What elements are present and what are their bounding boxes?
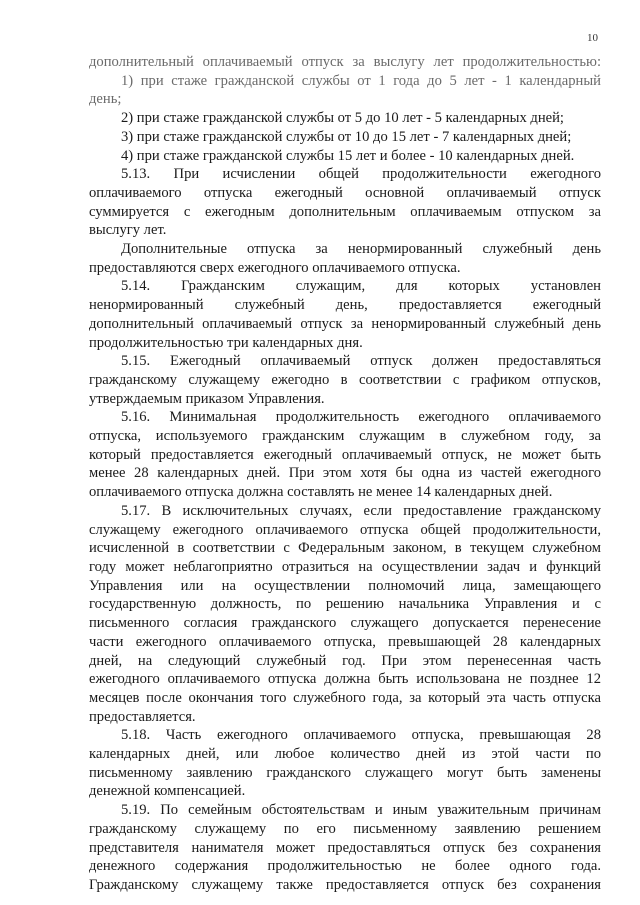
text-line: 1) при стаже гражданской службы от 1 года до 5 лет - 1 календарный [121,72,601,89]
text-line: денежного содержания продолжительностью не более одного года. [89,858,601,875]
text-line: 5.14. Гражданским служащим, для которых установлен [121,278,601,295]
text-line: Дополнительные отпуска за ненормированный служебный день [121,241,601,258]
text-line: 5.16. Минимальная продолжительность ежегодного оплачиваемого [121,409,601,426]
text-line: году может неблагоприятно отразиться на осуществлении задач и функций [89,558,601,575]
text-line: 3) при стаже гражданской службы от 10 до 15 лет - 7 календарных дней; [121,128,572,145]
text-line: суммируется с ежегодным дополнительным оплачиваемым отпуском за [89,203,601,220]
text-line: месяцев после окончания того служебного года, за который эта часть отпуска [89,689,601,706]
page-number: 10 [587,32,598,44]
text-line: дополнительный оплачиваемый отпуск за ненормированный служебный день [89,315,601,332]
text-line: день; [89,91,122,108]
text-line: 5.18. Часть ежегодного оплачиваемого отпуска, превышающая 28 [121,727,601,744]
text-line: отпуска, используемого гражданским служащим в служебном году, за [89,428,601,445]
text-line: календарных дней, или любое количество дней из этой части по [89,746,601,763]
text-line: 5.15. Ежегодный оплачиваемый отпуск должен предоставляться [121,353,601,370]
text-line: гражданскому служащему ежегодно в соответствии с графиком отпусков, [89,371,601,388]
text-line: дополнительный оплачиваемый отпуск за выслугу лет продолжительностью: [89,54,601,70]
text-line: выслугу лет. [89,222,167,239]
text-line: государственную должность, по решению начальника Управления и с [89,596,601,613]
text-line: письменному заявлению гражданского служащего могут быть заменены [89,764,601,781]
text-line: части ежегодного оплачиваемого отпуска, превышающей 28 календарных [89,633,601,650]
text-line: письменного согласия гражданского служащего допускается перенесение [89,615,601,632]
text-line: 4) при стаже гражданской службы 15 лет и более - 10 календарных дней. [121,147,575,164]
text-line: менее 28 календарных дней. При этом хотя бы одна из частей ежегодного [89,465,601,482]
text-line: исчисленной в соответствии с Федеральным законом, в текущем служебном [89,540,601,557]
text-line: предоставляются сверх ежегодного оплачиваемого отпуска. [89,259,461,276]
text-line: оплачиваемого отпуска должна составлять не менее 14 календарных дней. [89,484,553,501]
text-line: 5.19. По семейным обстоятельствам и иным уважительным причинам [121,802,601,819]
text-line: ненормированный служебный день, предоставляется ежегодный [89,297,601,314]
text-line: дней, на следующий служебный год. При этом перенесенная часть [89,652,601,669]
text-line: который предоставляется ежегодный оплачиваемый отпуск, не может быть [89,446,601,463]
text-line: Управления или на осуществлении полномочий лица, замещающего [89,577,601,594]
text-line: представителя нанимателя может предоставляться отпуск без сохранения [89,839,601,856]
text-line: 5.17. В исключительных случаях, если предоставление гражданскому [121,502,601,519]
text-line: служащему ежегодного оплачиваемого отпуска общей продолжительности, [89,521,601,538]
text-line: денежной компенсацией. [89,783,246,800]
text-line: 2) при стаже гражданской службы от 5 до 10 лет - 5 календарных дней; [121,110,564,127]
text-line: ежегодного оплачиваемого отпуска должна быть использована не позднее 12 [89,671,601,688]
text-line: продолжительностью три календарных дня. [89,334,363,351]
document-body [89,53,601,895]
text-line: оплачиваемого отпуска ежегодный основной оплачиваемый отпуск [89,184,601,201]
text-line: утверждаемым приказом Управления. [89,390,325,407]
text-line: предоставляется. [89,708,196,725]
text-line: Гражданскому служащему также предоставляется отпуск без сохранения [89,876,601,893]
text-line: 5.13. При исчислении общей продолжительности ежегодного [121,166,601,183]
text-line: гражданскому служащему по его письменному заявлению решением [89,820,601,837]
